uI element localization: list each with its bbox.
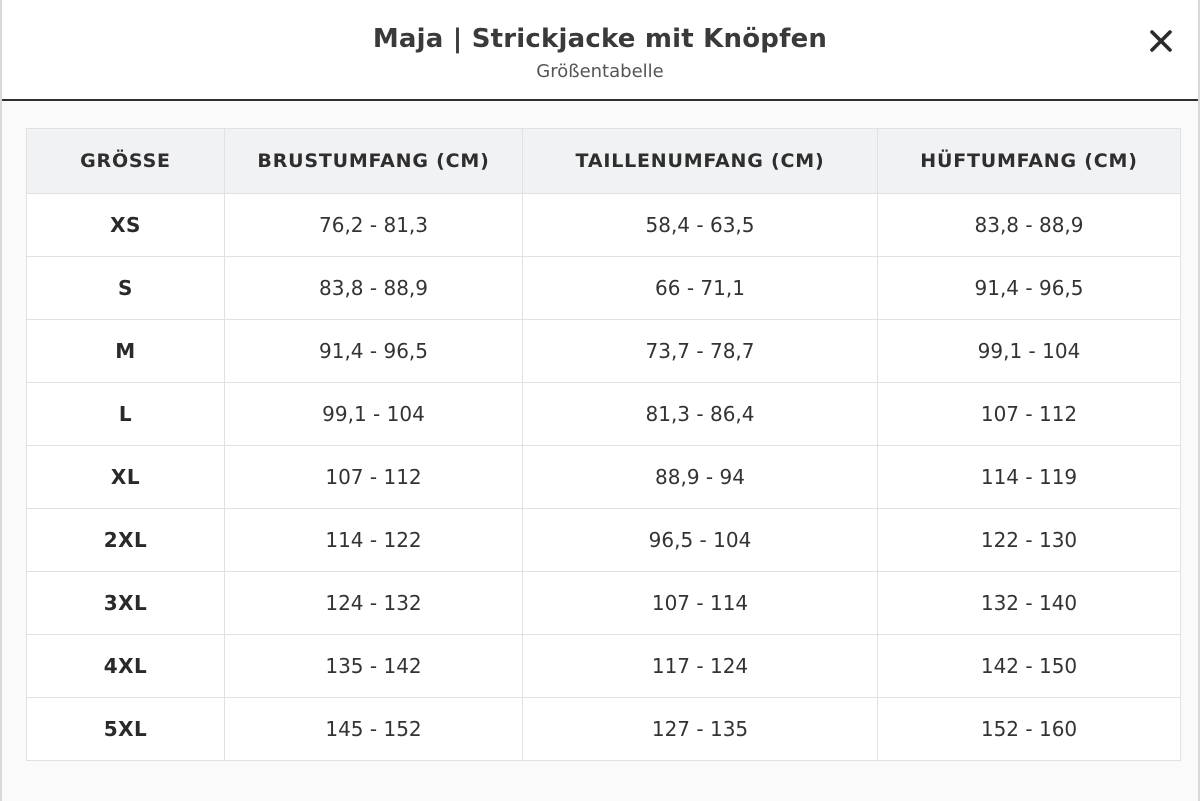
waist-cell: 73,7 - 78,7 (523, 320, 878, 383)
waist-cell: 58,4 - 63,5 (523, 194, 878, 257)
chest-cell: 76,2 - 81,3 (225, 194, 523, 257)
hip-cell: 91,4 - 96,5 (878, 257, 1181, 320)
size-cell: M (27, 320, 225, 383)
column-header-hip: HÜFTUMFANG (CM) (878, 129, 1181, 194)
size-cell: L (27, 383, 225, 446)
size-cell: XS (27, 194, 225, 257)
hip-cell: 83,8 - 88,9 (878, 194, 1181, 257)
waist-cell: 66 - 71,1 (523, 257, 878, 320)
waist-cell: 127 - 135 (523, 698, 878, 761)
waist-cell: 81,3 - 86,4 (523, 383, 878, 446)
modal-title: Maja | Strickjacke mit Knöpfen (372, 24, 828, 54)
chest-cell: 83,8 - 88,9 (225, 257, 523, 320)
modal-header (2, 0, 1198, 101)
table-row (27, 572, 1181, 635)
chest-cell: 124 - 132 (225, 572, 523, 635)
chest-cell: 135 - 142 (225, 635, 523, 698)
size-table-container (26, 128, 1180, 761)
size-cell: S (27, 257, 225, 320)
table-row (27, 194, 1181, 257)
chest-cell: 107 - 112 (225, 446, 523, 509)
waist-cell: 88,9 - 94 (523, 446, 878, 509)
table-row (27, 446, 1181, 509)
size-table-header (27, 129, 1181, 194)
hip-cell: 107 - 112 (878, 383, 1181, 446)
column-header-chest: BRUSTUMFANG (CM) (225, 129, 523, 194)
size-cell: 2XL (27, 509, 225, 572)
chest-cell: 91,4 - 96,5 (225, 320, 523, 383)
waist-cell: 117 - 124 (523, 635, 878, 698)
size-table (26, 128, 1181, 761)
hip-cell: 132 - 140 (878, 572, 1181, 635)
hip-cell: 142 - 150 (878, 635, 1181, 698)
close-icon (1146, 26, 1176, 56)
size-table-body (27, 194, 1181, 761)
chest-cell: 99,1 - 104 (225, 383, 523, 446)
table-row (27, 635, 1181, 698)
chest-cell: 114 - 122 (225, 509, 523, 572)
size-cell: 4XL (27, 635, 225, 698)
modal-subtitle: Größentabelle (536, 61, 664, 82)
column-header-size: GRÖSSE (27, 129, 225, 194)
table-row (27, 320, 1181, 383)
hip-cell: 122 - 130 (878, 509, 1181, 572)
size-cell: 3XL (27, 572, 225, 635)
close-button[interactable] (1146, 26, 1176, 56)
table-row (27, 383, 1181, 446)
chest-cell: 145 - 152 (225, 698, 523, 761)
hip-cell: 99,1 - 104 (878, 320, 1181, 383)
table-row (27, 257, 1181, 320)
table-row (27, 509, 1181, 572)
size-cell: XL (27, 446, 225, 509)
waist-cell: 96,5 - 104 (523, 509, 878, 572)
waist-cell: 107 - 114 (523, 572, 878, 635)
size-cell: 5XL (27, 698, 225, 761)
hip-cell: 152 - 160 (878, 698, 1181, 761)
column-header-waist: TAILLENUMFANG (CM) (523, 129, 878, 194)
hip-cell: 114 - 119 (878, 446, 1181, 509)
table-row (27, 698, 1181, 761)
header-row (27, 129, 1181, 194)
